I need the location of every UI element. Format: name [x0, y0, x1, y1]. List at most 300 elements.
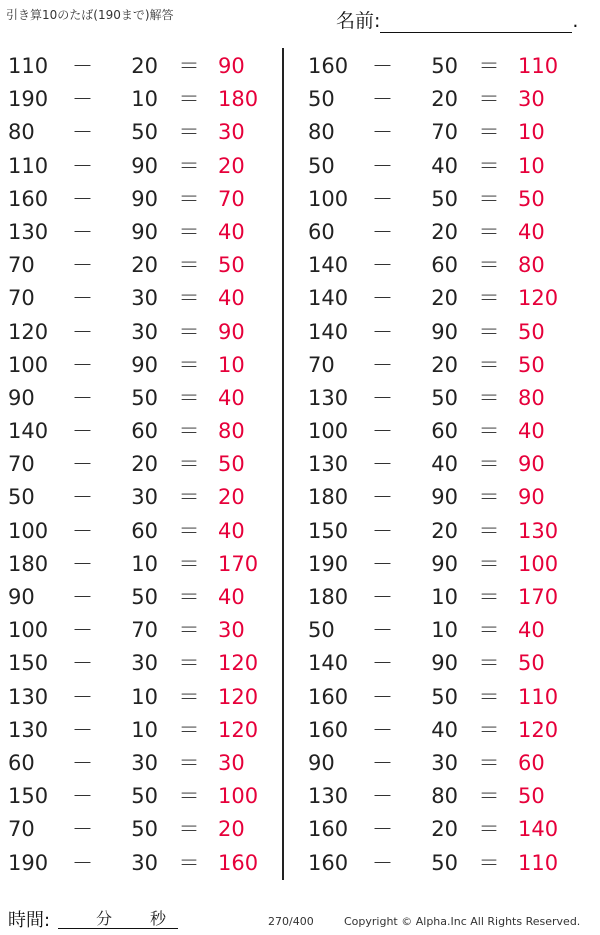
equals-sign: ＝: [478, 219, 500, 244]
answer: 90: [518, 452, 545, 477]
minuend: 50: [308, 618, 335, 643]
problem-row: [300, 712, 590, 745]
minuend: 80: [8, 120, 35, 145]
equals-sign: ＝: [478, 485, 500, 510]
minus-sign: －: [72, 850, 93, 875]
equals-sign: ＝: [178, 717, 200, 742]
subtrahend: 10: [131, 684, 158, 709]
subtrahend: 30: [131, 485, 158, 510]
equals-sign: ＝: [178, 750, 200, 775]
minuend: 150: [8, 784, 49, 809]
answer: 40: [518, 419, 545, 444]
worksheet-title: 引き算10のたば(190まで)解答: [6, 8, 174, 22]
minuend: 190: [8, 850, 49, 875]
seconds-label: 秒: [150, 909, 167, 928]
minus-sign: －: [372, 286, 393, 311]
equals-sign: ＝: [178, 120, 200, 145]
subtrahend: 30: [131, 750, 158, 775]
name-underline: [380, 14, 572, 33]
subtrahend: 60: [431, 419, 458, 444]
subtrahend: 50: [131, 385, 158, 410]
equals-sign: ＝: [478, 186, 500, 211]
equals-sign: ＝: [178, 219, 200, 244]
equals-sign: ＝: [178, 385, 200, 410]
subtrahend: 60: [131, 419, 158, 444]
answer: 170: [518, 585, 559, 609]
minuend: 80: [308, 120, 335, 145]
problem-row: [300, 579, 590, 612]
problem-row: [300, 214, 590, 247]
minuend: 190: [308, 551, 349, 576]
equals-sign: ＝: [178, 551, 200, 576]
answer: 90: [518, 485, 545, 510]
subtrahend: 90: [131, 186, 158, 211]
equals-sign: ＝: [178, 784, 200, 809]
equals-sign: ＝: [478, 585, 500, 609]
subtrahend: 50: [131, 817, 158, 842]
page-number: 270/400: [268, 915, 314, 928]
subtrahend: 10: [131, 717, 158, 742]
problem-row: [0, 247, 290, 280]
problem-row: [300, 247, 590, 280]
equals-sign: ＝: [478, 551, 500, 576]
answer: 130: [518, 518, 559, 543]
subtrahend: 90: [131, 153, 158, 178]
answer: 10: [218, 352, 245, 377]
minuend: 140: [308, 319, 349, 344]
subtrahend: 10: [131, 87, 158, 112]
minuend: 130: [308, 784, 349, 809]
minuend: 130: [8, 684, 49, 709]
minuend: 140: [308, 253, 349, 278]
equals-sign: ＝: [478, 87, 500, 112]
problem-row: [0, 114, 290, 147]
minus-sign: －: [372, 87, 393, 112]
minus-sign: －: [72, 452, 93, 477]
minus-sign: －: [372, 452, 393, 477]
minus-sign: －: [372, 352, 393, 377]
answer: 50: [518, 319, 545, 344]
right-problem-column: [300, 48, 590, 878]
answer: 100: [218, 784, 259, 809]
left-problem-column: [0, 48, 290, 878]
answer: 80: [518, 253, 545, 278]
equals-sign: ＝: [478, 784, 500, 809]
minus-sign: －: [372, 153, 393, 178]
minuend: 160: [308, 54, 349, 78]
problem-row: [0, 214, 290, 247]
minuend: 90: [308, 750, 335, 775]
problem-row: [0, 148, 290, 181]
equals-sign: ＝: [178, 352, 200, 377]
answer: 120: [218, 684, 259, 709]
problem-row: [300, 280, 590, 313]
subtrahend: 90: [431, 485, 458, 510]
problem-row: [300, 380, 590, 413]
equals-sign: ＝: [178, 286, 200, 311]
minuend: 140: [308, 286, 349, 311]
subtrahend: 20: [431, 518, 458, 543]
equals-sign: ＝: [478, 253, 500, 278]
minuend: 160: [308, 717, 349, 742]
minutes-label: 分: [96, 909, 113, 928]
minus-sign: －: [72, 618, 93, 643]
minuend: 180: [308, 585, 349, 609]
answer: 40: [218, 518, 245, 543]
minus-sign: －: [72, 219, 93, 244]
equals-sign: ＝: [478, 385, 500, 410]
minus-sign: －: [372, 585, 393, 609]
answer: 60: [518, 750, 545, 775]
subtrahend: 40: [431, 452, 458, 477]
minuend: 190: [8, 87, 49, 112]
answer: 50: [518, 352, 545, 377]
minuend: 180: [308, 485, 349, 510]
subtrahend: 30: [431, 750, 458, 775]
minus-sign: －: [372, 750, 393, 775]
equals-sign: ＝: [178, 153, 200, 178]
subtrahend: 50: [431, 385, 458, 410]
problem-row: [0, 479, 290, 512]
answer: 40: [518, 618, 545, 643]
problem-row: [0, 81, 290, 114]
minuend: 70: [8, 286, 35, 311]
subtrahend: 10: [431, 618, 458, 643]
minuend: 70: [8, 452, 35, 477]
minuend: 110: [8, 153, 49, 178]
subtrahend: 90: [431, 651, 458, 676]
problem-row: [0, 314, 290, 347]
minuend: 100: [308, 419, 349, 444]
problem-row: [300, 48, 590, 81]
equals-sign: ＝: [178, 618, 200, 643]
minuend: 160: [308, 850, 349, 875]
copyright-text: Copyright © Alpha.Inc All Rights Reserved.: [344, 915, 581, 928]
equals-sign: ＝: [178, 850, 200, 875]
minus-sign: －: [372, 551, 393, 576]
minuend: 130: [308, 452, 349, 477]
minus-sign: －: [72, 784, 93, 809]
equals-sign: ＝: [478, 618, 500, 643]
answer: 50: [218, 452, 245, 477]
minus-sign: －: [72, 750, 93, 775]
minus-sign: －: [72, 352, 93, 377]
equals-sign: ＝: [178, 817, 200, 842]
subtrahend: 80: [431, 784, 458, 809]
problem-row: [0, 380, 290, 413]
problem-row: [0, 446, 290, 479]
equals-sign: ＝: [178, 585, 200, 609]
problem-row: [0, 546, 290, 579]
answer: 20: [218, 485, 245, 510]
equals-sign: ＝: [178, 651, 200, 676]
equals-sign: ＝: [178, 54, 200, 78]
answer: 10: [518, 120, 545, 145]
equals-sign: ＝: [478, 153, 500, 178]
equals-sign: ＝: [178, 452, 200, 477]
subtrahend: 60: [431, 253, 458, 278]
problem-row: [0, 513, 290, 546]
subtrahend: 10: [431, 585, 458, 609]
problem-row: [0, 579, 290, 612]
answer: 110: [518, 850, 559, 875]
minus-sign: －: [72, 551, 93, 576]
minuend: 160: [308, 817, 349, 842]
equals-sign: ＝: [478, 54, 500, 78]
subtrahend: 20: [431, 817, 458, 842]
minus-sign: －: [372, 385, 393, 410]
answer: 120: [218, 717, 259, 742]
minus-sign: －: [372, 817, 393, 842]
subtrahend: 30: [131, 286, 158, 311]
minus-sign: －: [372, 253, 393, 278]
equals-sign: ＝: [178, 419, 200, 444]
answer: 140: [518, 817, 559, 842]
minuend: 50: [8, 485, 35, 510]
problem-row: [300, 181, 590, 214]
answer: 120: [218, 651, 259, 676]
problem-row: [0, 280, 290, 313]
equals-sign: ＝: [478, 419, 500, 444]
subtrahend: 40: [431, 717, 458, 742]
answer: 20: [218, 817, 245, 842]
minuend: 140: [8, 419, 49, 444]
minus-sign: －: [72, 319, 93, 344]
problem-row: [300, 81, 590, 114]
minuend: 100: [8, 352, 49, 377]
minus-sign: －: [72, 87, 93, 112]
subtrahend: 90: [131, 219, 158, 244]
problem-row: [0, 845, 290, 878]
minus-sign: －: [372, 784, 393, 809]
time-label: 時間:: [8, 910, 51, 931]
minuend: 150: [308, 518, 349, 543]
subtrahend: 50: [131, 585, 158, 609]
minuend: 180: [8, 551, 49, 576]
problem-row: [300, 513, 590, 546]
name-label: 名前:: [336, 10, 381, 32]
answer: 80: [218, 419, 245, 444]
subtrahend: 60: [131, 518, 158, 543]
minus-sign: －: [372, 319, 393, 344]
subtrahend: 30: [131, 850, 158, 875]
minus-sign: －: [372, 684, 393, 709]
minuend: 100: [308, 186, 349, 211]
minus-sign: －: [372, 186, 393, 211]
subtrahend: 70: [131, 618, 158, 643]
subtrahend: 90: [431, 551, 458, 576]
minus-sign: －: [372, 651, 393, 676]
answer: 120: [518, 286, 559, 311]
problem-row: [0, 612, 290, 645]
subtrahend: 90: [431, 319, 458, 344]
subtrahend: 20: [131, 452, 158, 477]
minuend: 120: [8, 319, 49, 344]
minuend: 160: [8, 186, 49, 211]
answer: 30: [518, 87, 545, 112]
minuend: 100: [8, 518, 49, 543]
minuend: 130: [8, 717, 49, 742]
equals-sign: ＝: [478, 850, 500, 875]
minus-sign: －: [372, 219, 393, 244]
subtrahend: 50: [431, 850, 458, 875]
subtrahend: 20: [431, 87, 458, 112]
problem-row: [0, 347, 290, 380]
equals-sign: ＝: [478, 120, 500, 145]
minus-sign: －: [72, 153, 93, 178]
answer: 10: [518, 153, 545, 178]
minus-sign: －: [372, 518, 393, 543]
problem-row: [300, 745, 590, 778]
problem-row: [0, 778, 290, 811]
subtrahend: 20: [431, 286, 458, 311]
answer: 80: [518, 385, 545, 410]
minus-sign: －: [372, 717, 393, 742]
problem-row: [300, 645, 590, 678]
minus-sign: －: [372, 419, 393, 444]
problem-row: [0, 413, 290, 446]
minus-sign: －: [72, 286, 93, 311]
equals-sign: ＝: [478, 684, 500, 709]
name-suffix: .: [572, 10, 579, 32]
minus-sign: －: [372, 485, 393, 510]
minus-sign: －: [72, 253, 93, 278]
answer: 90: [218, 54, 245, 78]
name-field: [336, 6, 578, 33]
equals-sign: ＝: [178, 253, 200, 278]
answer: 70: [218, 186, 245, 211]
minus-sign: －: [72, 54, 93, 78]
answer: 180: [218, 87, 259, 112]
minuend: 110: [8, 54, 49, 78]
minuend: 160: [308, 684, 349, 709]
minuend: 140: [308, 651, 349, 676]
problem-row: [300, 446, 590, 479]
minus-sign: －: [72, 817, 93, 842]
equals-sign: ＝: [478, 817, 500, 842]
equals-sign: ＝: [478, 319, 500, 344]
answer: 110: [518, 684, 559, 709]
equals-sign: ＝: [478, 750, 500, 775]
answer: 50: [218, 253, 245, 278]
minuend: 70: [8, 253, 35, 278]
minuend: 130: [8, 219, 49, 244]
answer: 50: [518, 186, 545, 211]
problem-row: [0, 811, 290, 844]
equals-sign: ＝: [178, 518, 200, 543]
minus-sign: －: [72, 120, 93, 145]
answer: 120: [518, 717, 559, 742]
equals-sign: ＝: [478, 651, 500, 676]
subtrahend: 20: [131, 54, 158, 78]
minus-sign: －: [72, 518, 93, 543]
problem-row: [300, 114, 590, 147]
problem-row: [0, 745, 290, 778]
subtrahend: 90: [131, 352, 158, 377]
problem-row: [300, 778, 590, 811]
subtrahend: 20: [131, 253, 158, 278]
minus-sign: －: [72, 485, 93, 510]
equals-sign: ＝: [178, 319, 200, 344]
minus-sign: －: [72, 684, 93, 709]
answer: 40: [218, 585, 245, 609]
problem-row: [300, 479, 590, 512]
answer: 40: [218, 385, 245, 410]
minus-sign: －: [372, 618, 393, 643]
problem-row: [300, 546, 590, 579]
minus-sign: －: [72, 585, 93, 609]
answer: 90: [218, 319, 245, 344]
subtrahend: 20: [431, 219, 458, 244]
minuend: 50: [308, 153, 335, 178]
problem-row: [0, 48, 290, 81]
minuend: 70: [8, 817, 35, 842]
equals-sign: ＝: [178, 186, 200, 211]
subtrahend: 20: [431, 352, 458, 377]
minuend: 50: [308, 87, 335, 112]
minuend: 100: [8, 618, 49, 643]
minuend: 60: [308, 219, 335, 244]
answer: 100: [518, 551, 559, 576]
equals-sign: ＝: [478, 717, 500, 742]
problem-row: [300, 347, 590, 380]
subtrahend: 50: [431, 186, 458, 211]
problem-row: [300, 413, 590, 446]
equals-sign: ＝: [178, 87, 200, 112]
equals-sign: ＝: [478, 452, 500, 477]
answer: 170: [218, 551, 259, 576]
answer: 50: [518, 651, 545, 676]
minuend: 150: [8, 651, 49, 676]
subtrahend: 30: [131, 319, 158, 344]
answer: 40: [518, 219, 545, 244]
subtrahend: 50: [431, 684, 458, 709]
answer: 30: [218, 120, 245, 145]
minus-sign: －: [372, 120, 393, 145]
answer: 40: [218, 286, 245, 311]
answer: 40: [218, 219, 245, 244]
answer: 110: [518, 54, 559, 78]
problem-row: [0, 712, 290, 745]
equals-sign: ＝: [478, 518, 500, 543]
problem-row: [300, 314, 590, 347]
subtrahend: 40: [431, 153, 458, 178]
equals-sign: ＝: [178, 485, 200, 510]
answer: 20: [218, 153, 245, 178]
minuend: 60: [8, 750, 35, 775]
minus-sign: －: [72, 186, 93, 211]
equals-sign: ＝: [478, 286, 500, 311]
subtrahend: 10: [131, 551, 158, 576]
answer: 160: [218, 850, 259, 875]
answer: 50: [518, 784, 545, 809]
subtrahend: 50: [431, 54, 458, 78]
minus-sign: －: [72, 385, 93, 410]
subtrahend: 70: [431, 120, 458, 145]
minus-sign: －: [372, 54, 393, 78]
problem-row: [300, 845, 590, 878]
minus-sign: －: [372, 850, 393, 875]
answer: 30: [218, 750, 245, 775]
problem-row: [300, 612, 590, 645]
subtrahend: 50: [131, 120, 158, 145]
subtrahend: 30: [131, 651, 158, 676]
minuend: 90: [8, 385, 35, 410]
column-divider: [282, 48, 284, 880]
problem-row: [300, 811, 590, 844]
problem-row: [300, 148, 590, 181]
problem-row: [0, 679, 290, 712]
